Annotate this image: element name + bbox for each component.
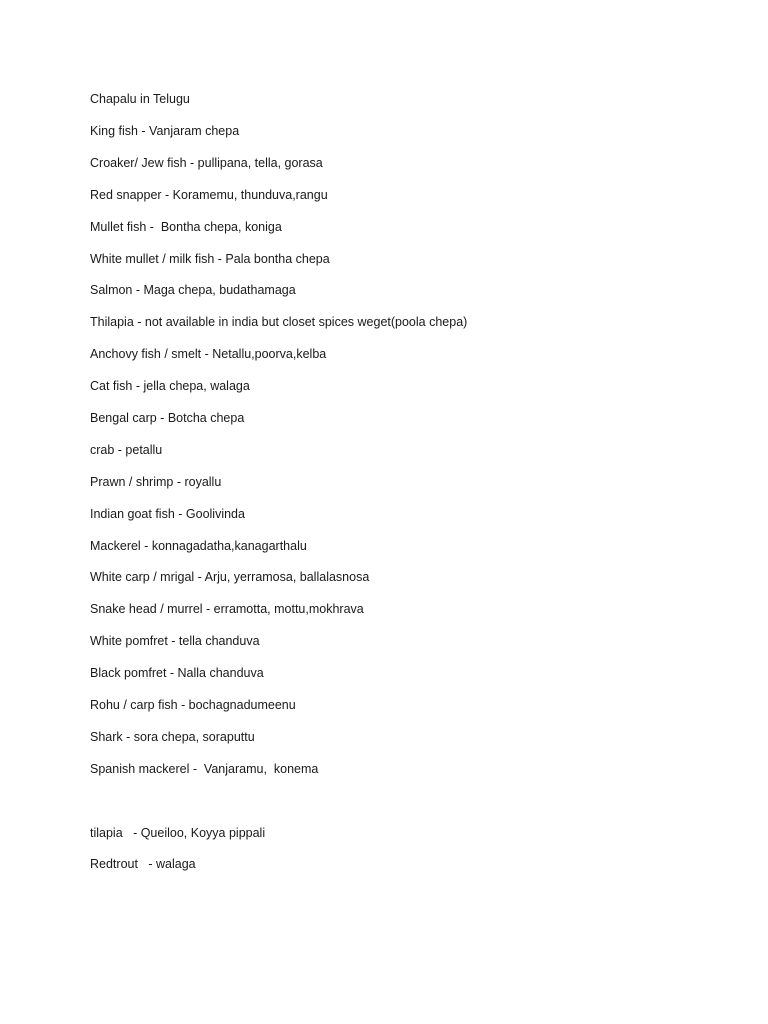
list-item: Mackerel - konnagadatha,kanagarthalu [90, 538, 307, 553]
list-item: Cat fish - jella chepa, walaga [90, 379, 250, 394]
list-item: Red snapper - Koramemu, thunduva,rangu [90, 187, 328, 202]
blank-line [90, 793, 467, 825]
document-title: Chapalu in Telugu [90, 92, 190, 106]
list-item: Thilapia - not available in india but closet spices weget(poola chepa) [90, 315, 468, 330]
list-item: White pomfret - tella chanduva [90, 634, 260, 649]
list-item: White mullet / milk fish - Pala bontha chepa [90, 251, 330, 266]
list-item: Shark - sora chepa, soraputtu [90, 729, 255, 744]
list-item: Snake head / murrel - erramotta, mottu,mokhrava [90, 602, 364, 617]
list-item: Mullet fish - Bontha chepa, koniga [90, 219, 282, 234]
list-item: Salmon - Maga chepa, budathamaga [90, 283, 296, 298]
fish-name-list [90, 123, 467, 888]
list-item: Rohu / carp fish - bochagnadumeenu [90, 698, 296, 713]
list-item: King fish - Vanjaram chepa [90, 124, 240, 138]
list-item: Indian goat fish - Goolivinda [90, 506, 245, 521]
list-item: Bengal carp - Botcha chepa [90, 411, 245, 426]
list-item: White carp / mrigal - Arju, yerramosa, ballalasnosa [90, 570, 370, 585]
list-item: Prawn / shrimp - royallu [90, 474, 222, 489]
list-item: Anchovy fish / smelt - Netallu,poorva,kelba [90, 347, 327, 362]
list-item: Black pomfret - Nalla chanduva [90, 666, 264, 681]
list-item: Croaker/ Jew fish - pullipana, tella, gorasa [90, 155, 323, 170]
list-item: tilapia - Queiloo, Koyya pippali [90, 825, 266, 840]
list-item: Redtrout - walaga [90, 857, 196, 872]
list-item: Spanish mackerel - Vanjaramu, konema [90, 761, 319, 776]
list-item: crab - petallu [90, 442, 163, 457]
